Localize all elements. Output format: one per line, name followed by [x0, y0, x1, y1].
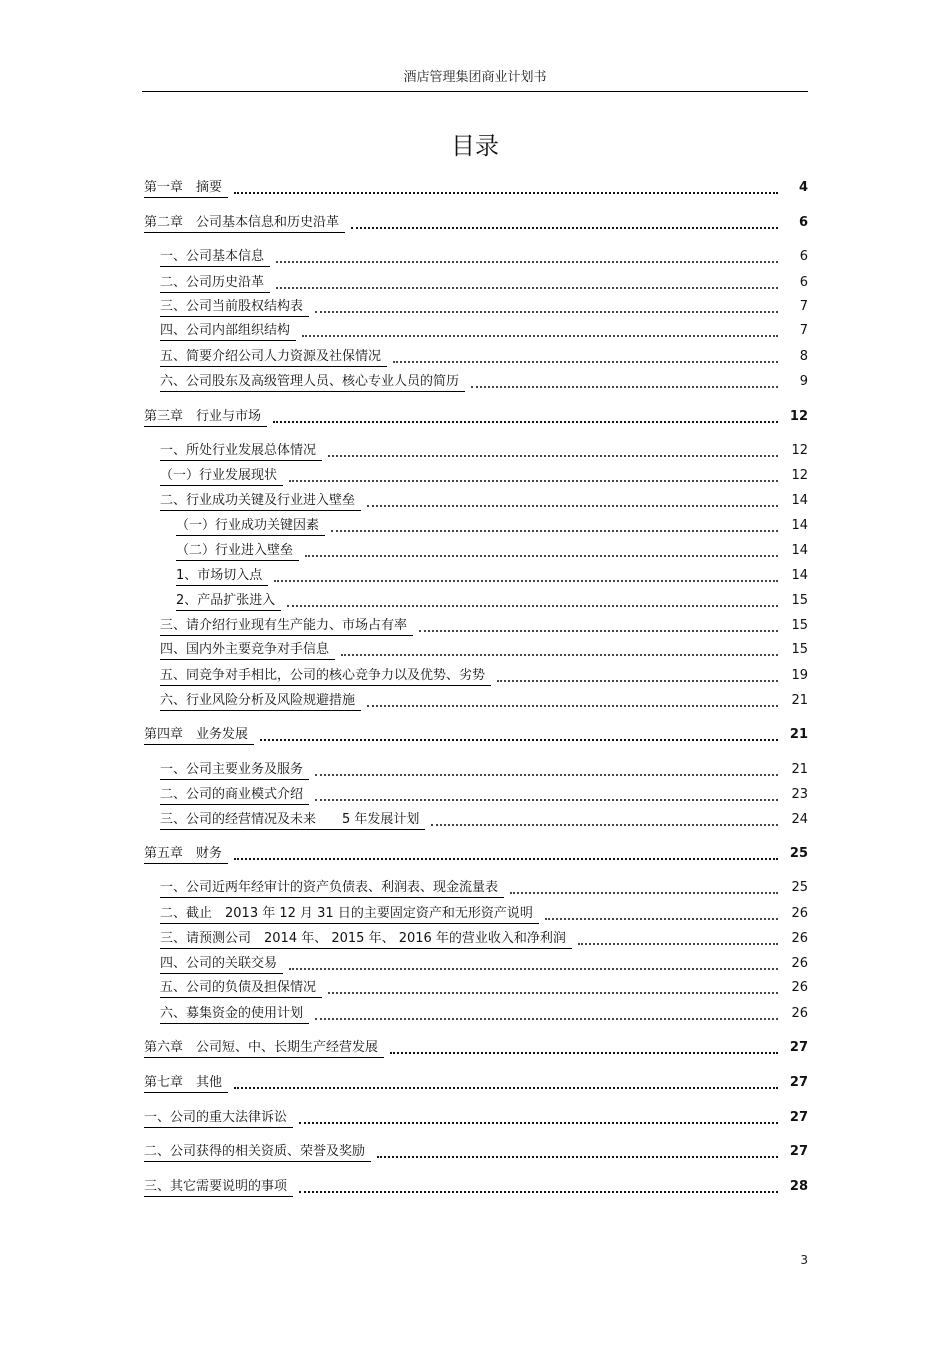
toc-page-number: 25: [791, 880, 808, 895]
toc-entry-section[interactable]: [160, 273, 808, 293]
toc-leader-dots: [367, 505, 778, 507]
toc-entry-section[interactable]: [144, 1142, 808, 1162]
toc-leader-dots: [315, 1018, 778, 1020]
toc-leader-dots: [471, 386, 778, 388]
toc-page-number: 7: [799, 299, 808, 314]
toc-page-number: 27: [789, 1110, 808, 1125]
toc-entry-chapter[interactable]: [144, 725, 808, 745]
toc-page-number: 14: [791, 518, 808, 533]
toc-page-number: 12: [789, 409, 808, 424]
toc-entry-subsection[interactable]: [160, 466, 808, 486]
toc-page-number: 28: [789, 1179, 808, 1194]
toc-entry-label: 二、公司的商业模式介绍: [160, 787, 309, 805]
toc-entry-section[interactable]: [160, 616, 808, 636]
toc-entry-section[interactable]: [160, 1004, 808, 1024]
toc-leader-dots: [497, 680, 778, 682]
toc-leader-dots: [276, 287, 778, 289]
toc-entry-label: 三、其它需要说明的事项: [144, 1179, 293, 1197]
toc-page-number: 9: [799, 374, 808, 389]
toc-entry-label: 第七章 其他: [144, 1075, 228, 1093]
toc-leader-dots: [234, 1087, 778, 1089]
toc-title: 目录: [451, 132, 499, 160]
toc-entry-label: 三、公司的经营情况及未来 5 年发展计划: [160, 812, 425, 830]
toc-entry-section[interactable]: [160, 372, 808, 392]
toc-entry-label: 1、市场切入点: [176, 568, 268, 586]
toc-entry-label: 四、公司的关联交易: [160, 956, 283, 974]
toc-page-number: 19: [791, 668, 808, 683]
toc-leader-dots: [289, 968, 778, 970]
toc-entry-item[interactable]: [176, 591, 808, 611]
toc-entry-label: 一、公司主要业务及服务: [160, 762, 309, 780]
toc-leader-dots: [234, 192, 778, 194]
toc-page-number: 12: [791, 468, 808, 483]
toc-entry-section[interactable]: [160, 929, 808, 949]
toc-entry-label: 五、同竞争对手相比，公司的核心竞争力以及优势、劣势: [160, 668, 491, 686]
toc-entry-subsection[interactable]: [176, 541, 808, 561]
toc-leader-dots: [328, 455, 778, 457]
toc-page-number: 14: [791, 493, 808, 508]
toc-entry-label: 四、公司内部组织结构: [160, 323, 296, 341]
toc-page-number: 21: [789, 727, 808, 742]
toc-entry-section[interactable]: [160, 491, 808, 511]
toc-entry-chapter[interactable]: [144, 407, 808, 427]
toc-leader-dots: [341, 654, 778, 656]
toc-leader-dots: [419, 630, 778, 632]
toc-page-number: 15: [791, 593, 808, 608]
toc-leader-dots: [315, 799, 778, 801]
toc-page-number: 12: [791, 443, 808, 458]
toc-entry-chapter[interactable]: [144, 1073, 808, 1093]
toc-entry-section[interactable]: [160, 810, 808, 830]
toc-page-number: 6: [799, 249, 808, 264]
toc-leader-dots: [260, 739, 778, 741]
toc-entry-section[interactable]: [160, 640, 808, 660]
toc-page-number: 26: [791, 980, 808, 995]
toc-leader-dots: [377, 1156, 778, 1158]
toc-entry-section[interactable]: [144, 1108, 808, 1128]
toc-leader-dots: [274, 580, 778, 582]
toc-entry-section[interactable]: [160, 441, 808, 461]
toc-entry-section[interactable]: [160, 954, 808, 974]
toc-entry-section[interactable]: [160, 666, 808, 686]
toc-entry-section[interactable]: [160, 878, 808, 898]
toc-entry-label: 二、公司获得的相关资质、荣誉及奖励: [144, 1144, 371, 1162]
toc-leader-dots: [289, 480, 778, 482]
toc-entry-label: 五、简要介绍公司人力资源及社保情况: [160, 349, 387, 367]
toc-entry-label: 四、国内外主要竞争对手信息: [160, 642, 335, 660]
toc-entry-label: 2、产品扩张进入: [176, 593, 281, 611]
toc-leader-dots: [328, 992, 778, 994]
toc-page-number: 14: [791, 543, 808, 558]
toc-entry-label: 三、公司当前股权结构表: [160, 299, 309, 317]
toc-entry-chapter[interactable]: [144, 844, 808, 864]
toc-leader-dots: [273, 421, 778, 423]
toc-page-number: 15: [791, 618, 808, 633]
toc-page-number: 23: [791, 787, 808, 802]
toc-page-number: 26: [791, 906, 808, 921]
toc-entry-label: 六、行业风险分析及风险规避措施: [160, 693, 361, 711]
toc-leader-dots: [545, 918, 778, 920]
toc-entry-section[interactable]: [160, 347, 808, 367]
toc-page-number: 27: [789, 1040, 808, 1055]
toc-entry-label: 第三章 行业与市场: [144, 409, 267, 427]
toc-page-number: 26: [791, 1006, 808, 1021]
toc-entry-section[interactable]: [160, 321, 808, 341]
toc-entry-section[interactable]: [160, 247, 808, 267]
toc-entry-section[interactable]: [160, 760, 808, 780]
toc-leader-dots: [367, 705, 778, 707]
toc-entry-label: （一）行业成功关键因素: [176, 518, 325, 536]
toc-entry-chapter[interactable]: [144, 213, 808, 233]
toc-entry-label: 第五章 财务: [144, 846, 228, 864]
toc-entry-label: 第二章 公司基本信息和历史沿革: [144, 215, 345, 233]
toc-page-number: 4: [798, 180, 808, 195]
toc-entry-label: 六、公司股东及高级管理人员、核心专业人员的简历: [160, 374, 465, 392]
toc-entry-label: 第一章 摘要: [144, 180, 228, 198]
page-number: 3: [800, 1253, 808, 1267]
toc-entry-label: 二、公司历史沿革: [160, 275, 270, 293]
toc-entry-label: 一、公司的重大法律诉讼: [144, 1110, 293, 1128]
toc-entry-label: 六、募集资金的使用计划: [160, 1006, 309, 1024]
toc-leader-dots: [393, 361, 778, 363]
toc-leader-dots: [234, 858, 778, 860]
toc-leader-dots: [351, 227, 778, 229]
toc-entry-label: 一、所处行业发展总体情况: [160, 443, 322, 461]
toc-leader-dots: [315, 311, 778, 313]
toc-entry-label: （一）行业发展现状: [160, 468, 283, 486]
toc-page-number: 24: [791, 812, 808, 827]
toc-page-number: 25: [789, 846, 808, 861]
toc-page-number: 26: [791, 931, 808, 946]
toc-page-number: 6: [799, 275, 808, 290]
toc-entry-label: 二、截止 2013 年 12 月 31 日的主要固定资产和无形资产说明: [160, 906, 539, 924]
toc-entry-section[interactable]: [160, 297, 808, 317]
toc-entry-chapter[interactable]: [144, 1038, 808, 1058]
toc-entry-label: 二、行业成功关键及行业进入壁垒: [160, 493, 361, 511]
toc-page-number: 27: [789, 1075, 808, 1090]
toc-leader-dots: [315, 774, 778, 776]
toc-page-number: 6: [798, 215, 808, 230]
toc-entry-section[interactable]: [160, 691, 808, 711]
toc-entry-label: 一、公司基本信息: [160, 249, 270, 267]
toc-entry-label: 三、请预测公司 2014 年、 2015 年、 2016 年的营业收入和净利润: [160, 931, 572, 949]
toc-page-number: 21: [791, 693, 808, 708]
toc-entry-chapter[interactable]: [144, 178, 808, 198]
toc-leader-dots: [510, 892, 778, 894]
toc-page-number: 21: [791, 762, 808, 777]
toc-entry-label: 第四章 业务发展: [144, 727, 254, 745]
toc-entry-label: 三、请介绍行业现有生产能力、市场占有率: [160, 618, 413, 636]
toc-leader-dots: [299, 1122, 778, 1124]
toc-page-number: 27: [789, 1144, 808, 1159]
toc-entry-label: 第六章 公司短、中、长期生产经营发展: [144, 1040, 384, 1058]
toc-entry-label: （二）行业进入壁垒: [176, 543, 299, 561]
toc-entry-item[interactable]: [176, 566, 808, 586]
toc-entry-label: 五、公司的负债及担保情况: [160, 980, 322, 998]
toc-entry-section[interactable]: [144, 1177, 808, 1197]
toc-leader-dots: [287, 605, 778, 607]
toc-leader-dots: [276, 261, 778, 263]
toc-page-number: 26: [791, 956, 808, 971]
toc-leader-dots: [302, 335, 778, 337]
toc-page-number: 8: [799, 349, 808, 364]
toc-leader-dots: [305, 555, 778, 557]
toc-entry-section[interactable]: [160, 978, 808, 998]
toc-page-number: 15: [791, 642, 808, 657]
toc-leader-dots: [390, 1052, 778, 1054]
toc-page-number: 7: [799, 323, 808, 338]
toc-entry-section[interactable]: [160, 785, 808, 805]
toc-entry-subsection[interactable]: [176, 516, 808, 536]
toc-leader-dots: [331, 530, 778, 532]
running-header: 酒店管理集团商业计划书: [403, 70, 547, 85]
toc-leader-dots: [299, 1191, 778, 1193]
toc-page-number: 14: [791, 568, 808, 583]
toc-entry-label: 一、公司近两年经审计的资产负债表、利润表、现金流量表: [160, 880, 504, 898]
toc-leader-dots: [578, 943, 778, 945]
toc-leader-dots: [431, 824, 778, 826]
toc-entry-section[interactable]: [160, 904, 808, 924]
